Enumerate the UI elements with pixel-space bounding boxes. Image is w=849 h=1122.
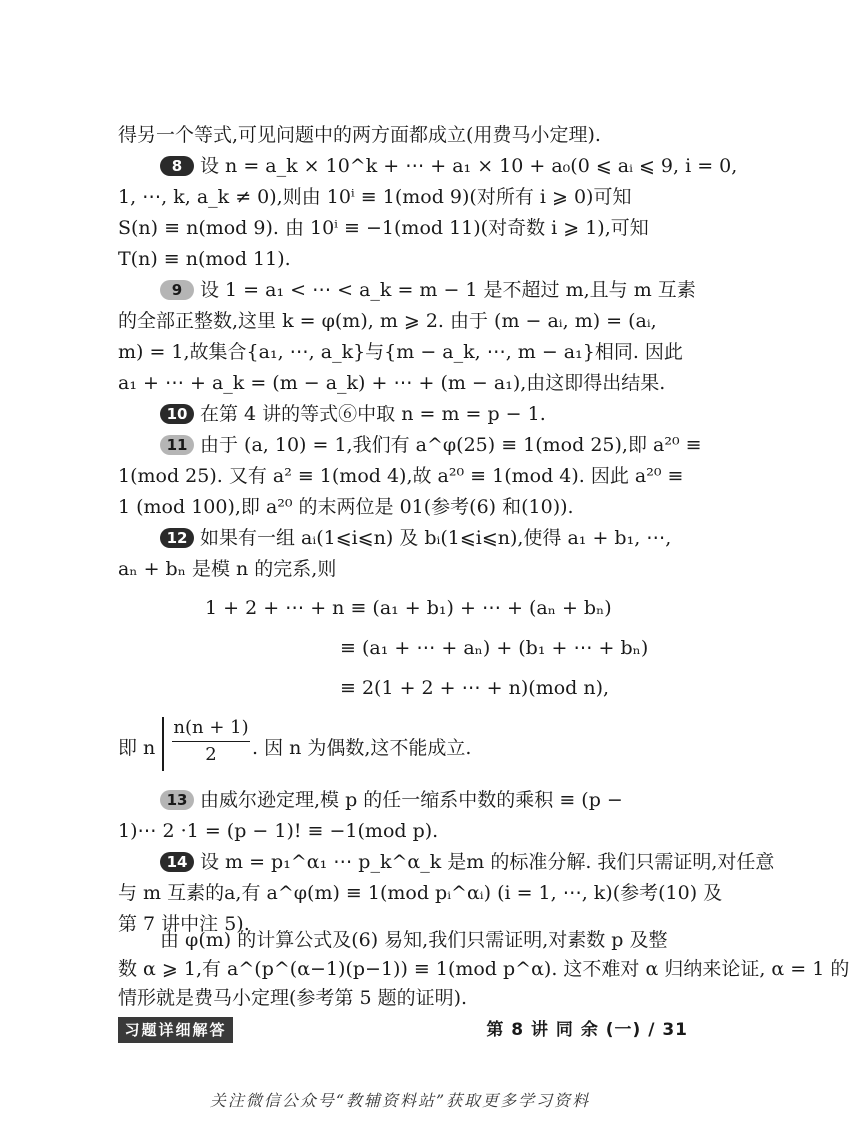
text-line: 情形就是费马小定理(参考第 5 题的证明). <box>118 987 468 1009</box>
problem-number-badge: 11 <box>160 435 194 455</box>
problem-number-badge: 14 <box>160 852 194 872</box>
equation-line: ≡ (a₁ + ⋯ + aₙ) + (b₁ + ⋯ + bₙ) <box>340 637 649 659</box>
problem-number-badge: 13 <box>160 790 194 810</box>
text-line: 第 7 讲中注 5). <box>118 913 250 935</box>
text-span: 即 n <box>118 737 156 759</box>
divides-bar <box>162 717 164 771</box>
fraction <box>172 715 250 768</box>
equation-line: 1 + 2 + ⋯ + n ≡ (a₁ + b₁) + ⋯ + (aₙ + bₙ) <box>205 597 612 619</box>
text-span: 设 n = a_k × 10^k + ⋯ + a₁ × 10 + a₀(0 ⩽ aᵢ ⩽ 9, i = 0, <box>200 155 738 177</box>
problem-number-badge: 10 <box>160 404 194 424</box>
problem-number-badge: 9 <box>160 280 194 300</box>
problem-13-line <box>160 788 688 812</box>
footer-section-label: 习题详细解答 <box>118 1017 233 1043</box>
text-line: 的全部正整数,这里 k = φ(m), m ⩾ 2. 由于 (m − aᵢ, m) = (aᵢ, <box>118 310 657 332</box>
text-line: 1, ⋯, k, a_k ≠ 0),则由 10ⁱ ≡ 1(mod 9)(对所有 i ⩾ 0)可知 <box>118 186 632 208</box>
fraction-denominator: 2 <box>205 744 217 765</box>
problem-9-line <box>160 278 696 302</box>
text-line: 1(mod 25). 又有 a² ≡ 1(mod 4),故 a²⁰ ≡ 1(mod 4). 因此 a²⁰ ≡ <box>118 465 684 487</box>
text-span: 设 m = p₁^α₁ ⋯ p_k^α_k 是m 的标准分解. 我们只需证明,对任意 <box>200 851 775 873</box>
problem-14-line <box>160 850 775 874</box>
problem-number-badge: 8 <box>160 156 194 176</box>
text-span: 如果有一组 aᵢ(1⩽i⩽n) 及 bᵢ(1⩽i⩽n),使得 a₁ + b₁, ⋯, <box>200 527 672 549</box>
divisibility-statement <box>118 715 688 775</box>
text-line: 由 φ(m) 的计算公式及(6) 易知,我们只需证明,对素数 p 及整 <box>160 929 668 951</box>
text-span: 由威尔逊定理,模 p 的任一缩系中数的乘积 ≡ (p − <box>200 789 623 811</box>
equation-line: ≡ 2(1 + 2 + ⋯ + n)(mod n), <box>340 677 610 699</box>
problem-11-line <box>160 433 702 457</box>
text-line: 数 α ⩾ 1,有 a^(p^(α−1)(p−1)) ≡ 1(mod p^α). 这不难对 α 归纳来论证, α = 1 的 <box>118 958 849 980</box>
fraction-numerator: n(n + 1) <box>172 715 250 742</box>
text-line: a₁ + ⋯ + a_k = (m − a_k) + ⋯ + (m − a₁),由这即得出结果. <box>118 372 666 394</box>
text-span: 设 1 = a₁ < ⋯ < a_k = m − 1 是不超过 m,且与 m 互素 <box>200 279 696 301</box>
footer-page-info: 第 8 讲 同 余 (一) / 31 <box>486 1020 688 1040</box>
text-line: 1)⋯ 2 ·1 = (p − 1)! ≡ −1(mod p). <box>118 820 439 842</box>
text-line: S(n) ≡ n(mod 9). 由 10ⁱ ≡ −1(mod 11)(对奇数 i ⩾ 1),可知 <box>118 217 649 239</box>
text-span: . 因 n 为偶数,这不能成立. <box>252 737 472 759</box>
problem-10-line <box>160 402 688 426</box>
text-line: 得另一个等式,可见问题中的两方面都成立(用费马小定理). <box>118 124 601 146</box>
text-line: aₙ + bₙ 是模 n 的完系,则 <box>118 558 337 580</box>
problem-12-line <box>160 526 688 550</box>
text-span: 由于 (a, 10) = 1,我们有 a^φ(25) ≡ 1(mod 25),即 a²⁰ ≡ <box>200 434 702 456</box>
problem-8-line <box>160 154 738 178</box>
text-line: m) = 1,故集合{a₁, ⋯, a_k}与{m − a_k, ⋯, m − a₁}相同. 因此 <box>118 341 683 363</box>
problem-number-badge: 12 <box>160 528 194 548</box>
watermark-text: 关注微信公众号“教辅资料站”获取更多学习资料 <box>209 1091 591 1110</box>
text-line: 1 (mod 100),即 a²⁰ 的末两位是 01(参考(6) 和(10)). <box>118 496 574 518</box>
text-line: 与 m 互素的a,有 a^φ(m) ≡ 1(mod pᵢ^αᵢ) (i = 1, ⋯, k)(参考(10) 及 <box>118 882 723 904</box>
text-span: 在第 4 讲的等式⑥中取 n = m = p − 1. <box>200 403 546 425</box>
text-line: T(n) ≡ n(mod 11). <box>118 248 291 270</box>
